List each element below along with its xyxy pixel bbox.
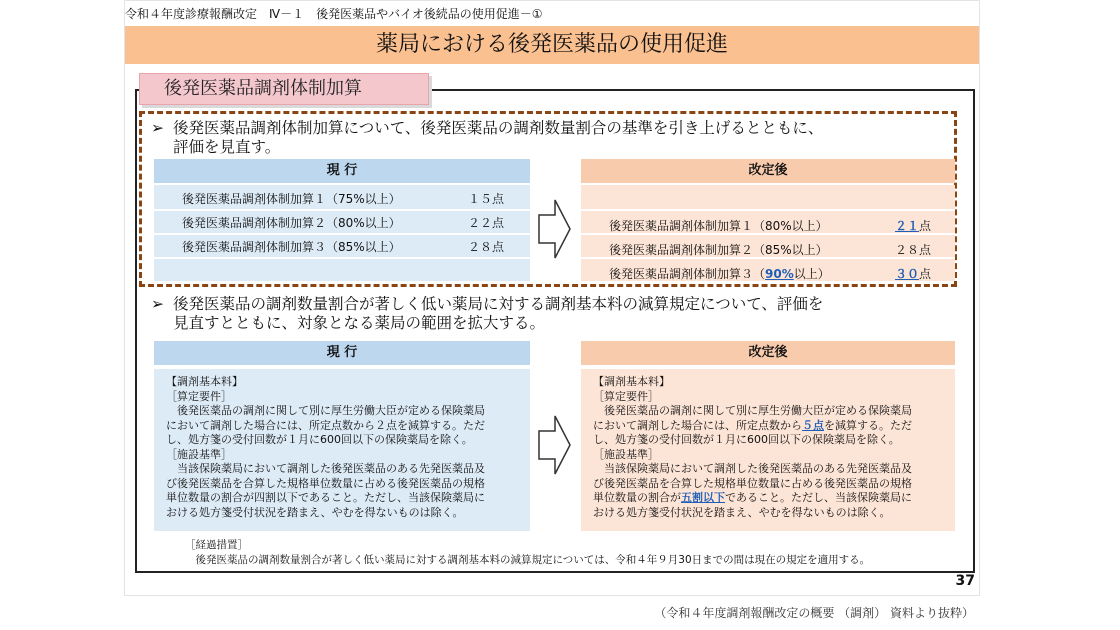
table1-left-row <box>182 238 505 255</box>
page-number: 37 <box>955 573 975 589</box>
source-footer: （令和４年度調剤報酬改定の概要 （調剤） 資料より抜粋） <box>654 606 974 620</box>
row-points-unit: ２８点 <box>895 243 932 257</box>
row-points: ２２点 <box>468 216 505 230</box>
bullet-2-line2: 見直すとともに、対象となる薬局の範囲を拡大する。 <box>173 314 546 332</box>
arrow-bullet-icon: ➢ <box>151 119 164 137</box>
bullet-2-line1: 後発医薬品の調剤数量割合が著しく低い薬局に対する調剤基本料の減算規定について、評価を <box>173 295 824 313</box>
row-points: １５点 <box>468 192 505 206</box>
highlight-50percent: 五割以下 <box>681 491 725 504</box>
row-label-pre: 後発医薬品調剤体制加算３（ <box>609 267 766 281</box>
bullet-1-line1: 後発医薬品調剤体制加算について、後発医薬品の調剤数量割合の基準を引き上げるとともに、 <box>173 119 824 137</box>
table1-right-header: 改定後 <box>581 159 955 183</box>
row-label: 後発医薬品調剤体制加算３（85%以上） <box>182 240 401 254</box>
row-label: 後発医薬品調剤体制加算２（80%以上） <box>182 216 401 230</box>
row-label: 後発医薬品調剤体制加算１（75%以上） <box>182 192 401 206</box>
slide <box>124 0 980 596</box>
slide-title: 薬局における後発医薬品の使用促進 <box>125 26 979 64</box>
table1-right-row <box>609 265 932 282</box>
row-label: 後発医薬品調剤体制加算１（80%以上） <box>609 219 828 233</box>
row-points-unit: 点 <box>919 219 932 233</box>
table2-left-text: 【調剤基本料】 ［算定要件］ 後発医薬品の調剤に関して別に厚生労働大臣が定める保険薬局 において調剤した場合には、所定点数から２点を減算する。ただ し、処方箋の受付回数が１月に600回以下の保険薬局を除く。 ［施設基準］ 当該保険薬局において調剤した後発医薬品のある先発医薬品及 び後発医薬品を合算した規格単位数量に占める後発医薬品の規格 単位数量の割合が四割以下であること。ただし、当該保険薬局に おける処方箋受付状況を踏まえ、やむを得ないものは除く。 <box>166 375 485 519</box>
highlight-5points: ５点 <box>802 418 824 432</box>
slide-header: 令和４年度診療報酬改定 Ⅳ－１ 後発医薬品やバイオ後続品の使用促進－① <box>125 7 543 21</box>
table2-right-text: 【調剤基本料】 ［算定要件］ 後発医薬品の調剤に関して別に厚生労働大臣が定める保険薬局 において調剤した場合には、所定点数から５点を減算する。ただ し、処方箋の受付回数が１月に600回以下の保険薬局を除く。 ［施設基準］ 当該保険薬局において調剤した後発医薬品のある先発医薬品及 び後発医薬品を合算した規格単位数量に占める後発医薬品の規格 単位数量の割合が五割以下であること。ただし、当該保険薬局に おける処方箋受付状況を踏まえ、やむを得ないものは除く。 <box>593 375 912 519</box>
table1-left-row <box>182 214 505 231</box>
table2-left-panel <box>154 369 530 531</box>
bullet-1-line2: 評価を見直す。 <box>173 138 281 156</box>
arrow-bullet-icon: ➢ <box>151 295 164 313</box>
table2-right-panel <box>581 369 955 531</box>
row-points-unit: 点 <box>919 267 932 281</box>
table1-right-row <box>609 217 932 234</box>
right-arrow-icon <box>537 197 573 261</box>
table1-left-header: 現 行 <box>154 159 530 183</box>
bullet-1 <box>151 119 823 157</box>
transition-note-title: ［経過措置］ <box>185 539 248 551</box>
row-points-highlight: ３０ <box>895 267 920 281</box>
right-arrow-icon <box>537 413 573 477</box>
row-label-highlight: 90% <box>765 267 794 281</box>
row-points-highlight: ２１ <box>895 219 920 233</box>
transition-note-body: 後発医薬品の調剤数量割合が著しく低い薬局に対する調剤基本料の減算規定については、令和４年９月30日までの間は現在の規定を適用する。 <box>185 554 871 566</box>
bullet-2 <box>151 295 823 333</box>
table1-left-panel <box>154 185 530 281</box>
table1-right-panel <box>581 185 955 281</box>
table1-right-row <box>609 241 932 258</box>
section-tag: 後発医薬品調剤体制加算 <box>139 73 429 105</box>
row-label-post: 以上） <box>793 267 830 281</box>
table1-left-row <box>182 190 505 207</box>
row-label: 後発医薬品調剤体制加算２（85%以上） <box>609 243 828 257</box>
table2-right-header: 改定後 <box>581 341 955 365</box>
table2-left-header: 現 行 <box>154 341 530 365</box>
row-points: ２８点 <box>468 240 505 254</box>
